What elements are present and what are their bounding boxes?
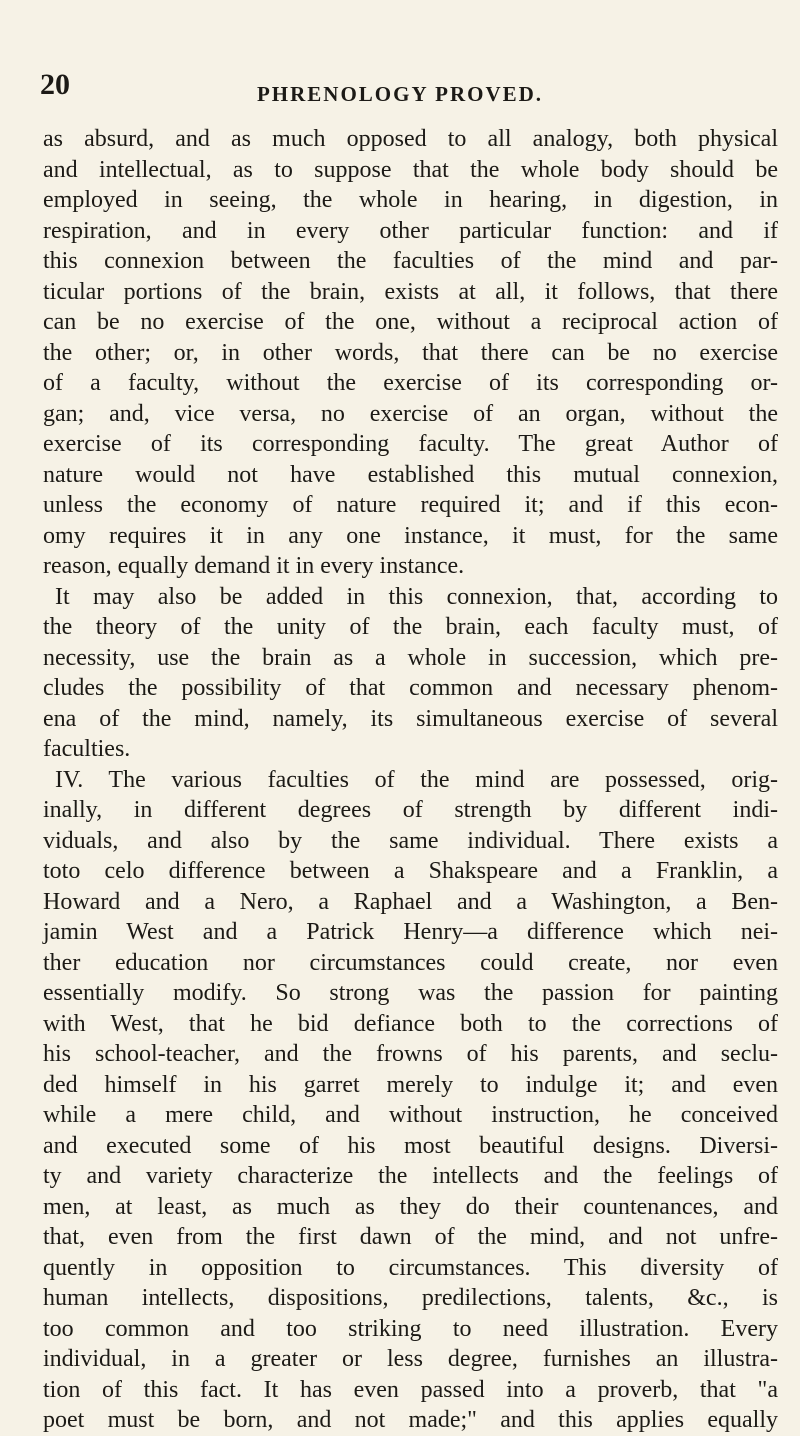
text-line: tion of this fact. It has even passed into a proverb, that "a (43, 1376, 778, 1403)
text-line: poet must be born, and not made;" and this applies equally (43, 1407, 778, 1433)
text-line: omy requires it in any one instance, it must, for the same (43, 522, 778, 549)
text-line: unless the economy of nature required it; and if this econ- (43, 492, 778, 518)
text-line: ty and variety characterize the intellects and the feelings of (43, 1163, 778, 1189)
text-line: as absurd, and as much opposed to all analogy, both physical (43, 126, 778, 152)
text-line: Howard and a Nero, a Raphael and a Washington, a Ben- (43, 888, 778, 915)
text-line: faculties. (43, 736, 131, 762)
text-line: viduals, and also by the same individual. There exists a (43, 827, 778, 854)
text-line: IV. The various faculties of the mind are possessed, orig- (55, 766, 778, 793)
text-line: It may also be added in this connexion, that, according to (55, 583, 778, 610)
text-line: inally, in different degrees of strength by different indi- (43, 797, 778, 823)
text-line: of a faculty, without the exercise of its corresponding or- (43, 370, 778, 396)
text-line: exercise of its corresponding faculty. The great Author of (43, 431, 778, 457)
text-line: men, at least, as much as they do their countenances, and (43, 1193, 778, 1220)
text-line: his school-teacher, and the frowns of his parents, and seclu- (43, 1041, 778, 1067)
text-line: and executed some of his most beautiful designs. Diversi- (43, 1132, 778, 1159)
text-line: the theory of the unity of the brain, each faculty must, of (43, 614, 778, 640)
text-line: ded himself in his garret merely to indulge it; and even (43, 1071, 778, 1098)
running-head: PHRENOLOGY PROVED. (256, 82, 544, 106)
text-line: employed in seeing, the whole in hearing, in digestion, in (43, 187, 778, 213)
text-line: ther education nor circumstances could create, nor even (43, 949, 778, 976)
text-line: respiration, and in every other particular function: and if (43, 217, 778, 244)
page-number: 20 (40, 68, 70, 101)
text-line: human intellects, dispositions, predilections, talents, &c., is (43, 1285, 778, 1311)
text-line: this connexion between the faculties of the mind and par- (43, 248, 778, 274)
text-line: gan; and, vice versa, no exercise of an organ, without the (43, 400, 778, 427)
text-line: that, even from the first dawn of the mind, and not unfre- (43, 1224, 778, 1250)
text-line: ticular portions of the brain, exists at all, it follows, that there (43, 278, 778, 305)
text-line: quently in opposition to circumstances. This diversity of (43, 1254, 778, 1281)
text-line: jamin West and a Patrick Henry—a difference which nei- (43, 919, 778, 945)
text-line: too common and too striking to need illustration. Every (43, 1315, 778, 1342)
text-line: cludes the possibility of that common and necessary phenom- (43, 675, 778, 701)
text-line: can be no exercise of the one, without a reciprocal action of (43, 309, 778, 335)
text-line: the other; or, in other words, that there can be no exercise (43, 339, 778, 366)
text-line: essentially modify. So strong was the passion for painting (43, 980, 778, 1006)
text-line: toto celo difference between a Shakspeare and a Franklin, a (43, 858, 778, 884)
text-line: with West, that he bid defiance both to the corrections of (43, 1010, 778, 1037)
body-text (43, 124, 778, 1436)
text-line: while a mere child, and without instruction, he conceived (43, 1102, 778, 1128)
text-line: nature would not have established this mutual connexion, (43, 461, 778, 488)
text-line: ena of the mind, namely, its simultaneous exercise of several (43, 705, 778, 732)
text-line: reason, equally demand it in every instance. (43, 553, 465, 579)
text-line: necessity, use the brain as a whole in succession, which pre- (43, 644, 778, 671)
text-line: and intellectual, as to suppose that the whole body should be (43, 156, 778, 183)
text-line: individual, in a greater or less degree, furnishes an illustra- (43, 1346, 778, 1372)
